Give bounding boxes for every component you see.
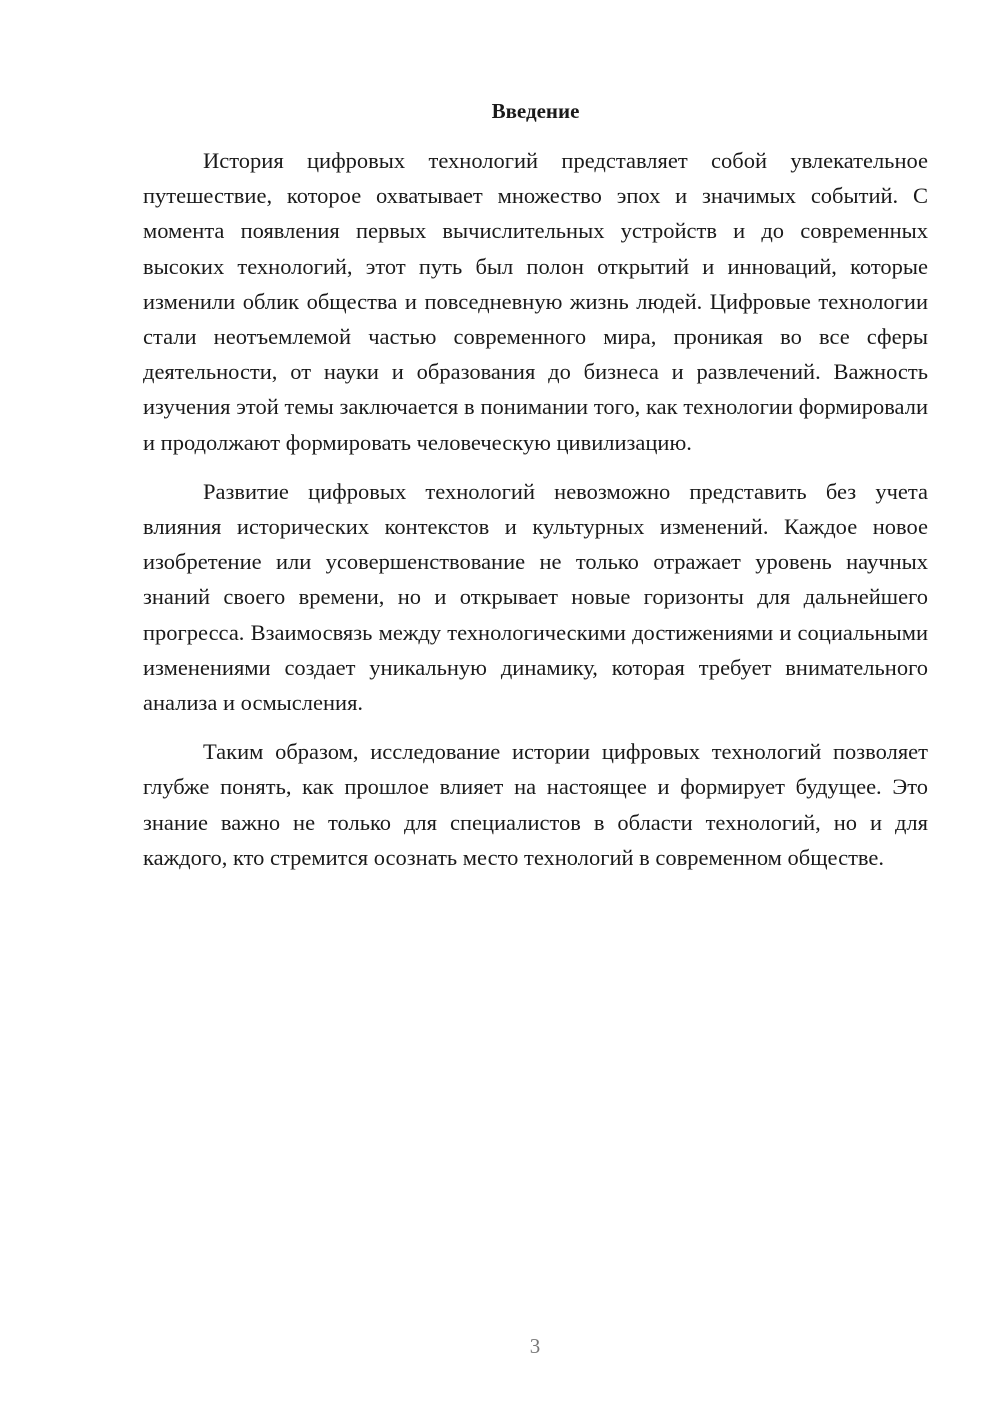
paragraph-2: Развитие цифровых технологий невозможно представить без учета влияния исторических контекстов и культурных изменений. Каждое новое изобретение или усовершенствование не только отражает уровень научных знаний своего времени, но и открывает новые горизонты для дальнейшего прогресса. Взаимосвязь между технологическими достижениями и социальными изменениями создает уникальную динамику, которая требует внимательного анализа и осмысления. bbox=[143, 478, 928, 716]
paragraph-1: История цифровых технологий представляет собой увлекательное путешествие, которое охватывает множество эпох и значимых событий. С момента появления первых вычислительных устройств и до современных высоких технологий, этот путь был полон открытий и инноваций, которые изменили облик общества и повседневную жизнь людей. Цифровые технологии стали неотъемлемой частью современного мира, проникая во все сферы деятельности, от науки и образования до бизнеса и развлечений. Важность изучения этой темы заключается в понимании того, как технологии формировали и продолжают формировать человеческую цивилизацию. bbox=[143, 148, 928, 455]
body-text bbox=[143, 143, 928, 889]
page-number: 3 bbox=[529, 1334, 541, 1358]
section-heading: Введение bbox=[491, 99, 580, 123]
paragraph-3: Таким образом, исследование истории цифровых технологий позволяет глубже понять, как прошлое влияет на настоящее и формирует будущее. Это знание важно не только для специалистов в области технологий, но и для каждого, кто стремится осознать место технологий в современном обществе. bbox=[143, 739, 928, 870]
